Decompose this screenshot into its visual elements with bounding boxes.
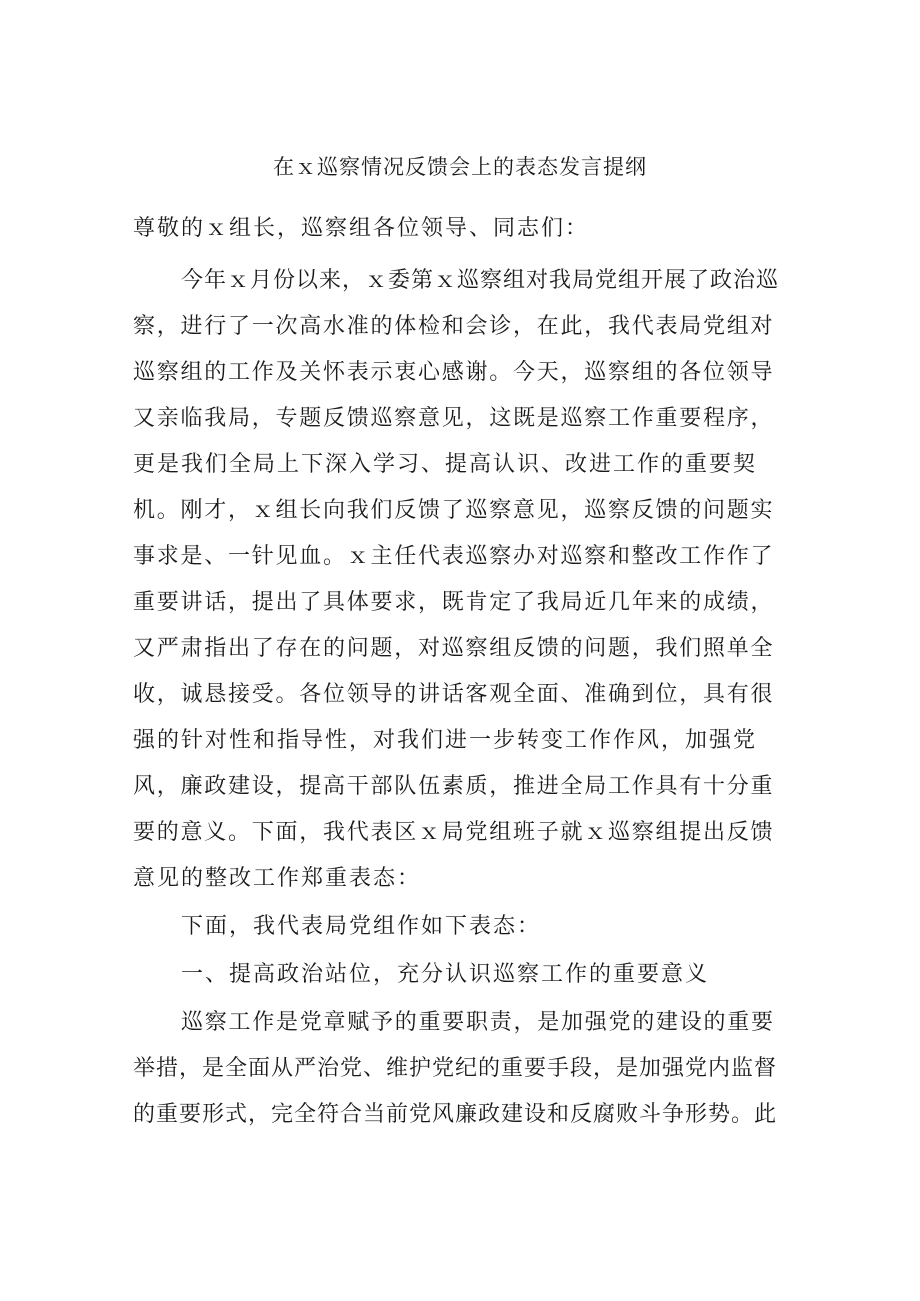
paragraph-line: 收，诚恳接受。各位领导的讲话客观全面、准确到位，具有很 — [133, 682, 775, 707]
paragraph-line: 风，廉政建设，提高干部队伍素质，推进全局工作具有十分重 — [133, 774, 775, 799]
salutation: 尊敬的ｘ组长，巡察组各位领导、同志们： — [133, 216, 590, 241]
paragraph-line: 今年ｘ月份以来，ｘ委第ｘ巡察组对我局党组开展了政治巡 — [181, 268, 780, 293]
paragraph-line: 重要讲话，提出了具体要求，既肯定了我局近几年来的成绩， — [133, 590, 775, 615]
document-title: 在ｘ巡察情况反馈会上的表态发言提纲 — [273, 155, 647, 179]
paragraph-line: 机。刚才，ｘ组长向我们反馈了巡察意见，巡察反馈的问题实 — [133, 498, 775, 523]
paragraph-line: 又严肃指出了存在的问题，对巡察组反馈的问题，我们照单全 — [133, 636, 775, 661]
paragraph-line: 要的意义。下面，我代表区ｘ局党组班子就ｘ巡察组提出反馈 — [133, 820, 775, 845]
paragraph-line: 意见的整改工作郑重表态： — [133, 866, 422, 891]
paragraph-line: 又亲临我局，专题反馈巡察意见，这既是巡察工作重要程序， — [133, 406, 775, 431]
paragraph-line: 察，进行了一次高水准的体检和会诊，在此，我代表局党组对 — [133, 314, 775, 339]
paragraph-line: 举措，是全面从严治党、维护党纪的重要手段，是加强党内监督 — [133, 1056, 778, 1081]
paragraph-line: 更是我们全局上下深入学习、提高认识、改进工作的重要契 — [133, 452, 758, 477]
section-heading: 一、提高政治站位，充分认识巡察工作的重要意义 — [181, 962, 710, 987]
paragraph-line: 事求是、一针见血。ｘ主任代表巡察办对巡察和整改工作作了 — [133, 544, 775, 569]
paragraph-line: 强的针对性和指导性，对我们进一步转变工作作风，加强党 — [133, 728, 758, 753]
paragraph-line: 巡察组的工作及关怀表示衷心感谢。今天，巡察组的各位领导 — [133, 360, 775, 385]
paragraph-line: 下面，我代表局党组作如下表态： — [181, 914, 542, 939]
paragraph-line: 巡察工作是党章赋予的重要职责，是加强党的建设的重要 — [181, 1010, 775, 1035]
paragraph-line: 的重要形式，完全符合当前党风廉政建设和反腐败斗争形势。此 — [133, 1102, 778, 1127]
